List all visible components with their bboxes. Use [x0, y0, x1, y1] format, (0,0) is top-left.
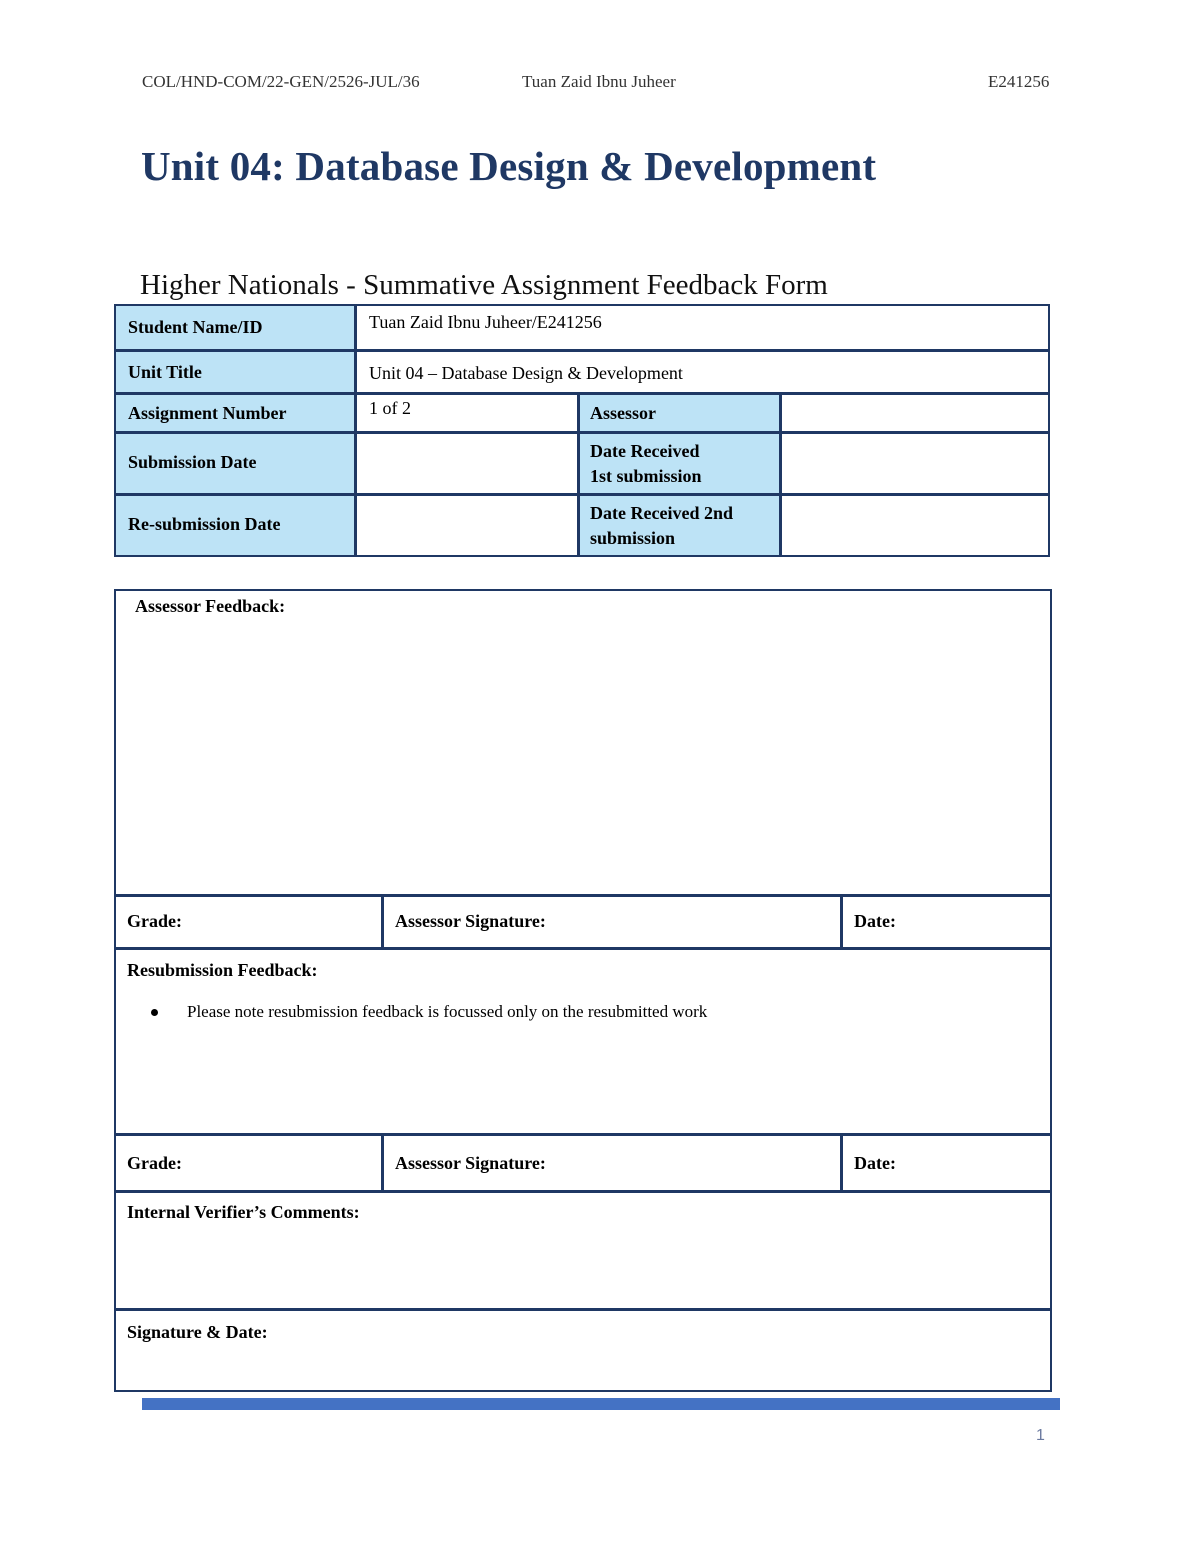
grade-cell[interactable]: [116, 897, 381, 947]
header-reference: COL/HND-COM/22-GEN/2526-JUL/36: [142, 72, 420, 91]
assignment-number-label: Assignment Number: [128, 403, 287, 423]
date-received-1-label-cell: [580, 434, 779, 493]
iv-comments-cell[interactable]: [116, 1193, 1050, 1308]
footer-bar: [142, 1398, 1060, 1410]
signature-date-label: Signature & Date:: [127, 1322, 268, 1342]
student-name-label: Student Name/ID: [128, 317, 263, 337]
submission-date-label-cell: [116, 434, 354, 493]
form-title: Higher Nationals - Summative Assignment Feedback Form: [140, 269, 828, 301]
unit-title-value: Unit 04 – Database Design & Development: [369, 363, 683, 383]
header-student-name: Tuan Zaid Ibnu Juheer: [522, 72, 676, 91]
unit-title-value-cell[interactable]: [357, 352, 1048, 392]
resubmission-feedback-label: Resubmission Feedback:: [127, 960, 318, 980]
assessor-signature-label-2: Assessor Signature:: [395, 1153, 546, 1173]
assessor-signature-cell-2[interactable]: [384, 1136, 840, 1190]
assessor-label: Assessor: [590, 403, 656, 423]
date-received-1-label-line2: 1st submission: [590, 466, 702, 486]
assessor-label-cell: [580, 395, 779, 431]
date-cell-2[interactable]: [843, 1136, 1050, 1190]
date-label: Date:: [854, 911, 896, 931]
assignment-number-value: 1 of 2: [369, 398, 411, 418]
submission-date-value-cell[interactable]: [357, 434, 577, 493]
assignment-number-value-cell[interactable]: [357, 395, 577, 431]
grade-label: Grade:: [127, 911, 182, 931]
bullet-icon: [151, 1009, 158, 1016]
date-received-2-label-line1: Date Received 2nd: [590, 503, 733, 523]
header-student-id: E241256: [988, 72, 1050, 91]
details-table: [114, 304, 1050, 557]
assessor-signature-cell[interactable]: [384, 897, 840, 947]
date-received-1-label-line1: Date Received: [590, 441, 700, 461]
date-label-2: Date:: [854, 1153, 896, 1173]
grade-cell-2[interactable]: [116, 1136, 381, 1190]
assessor-feedback-cell[interactable]: [116, 591, 1050, 894]
assessor-feedback-label: Assessor Feedback:: [135, 596, 286, 616]
unit-title-label-cell: [116, 352, 354, 392]
date-received-1-value-cell[interactable]: [782, 434, 1048, 493]
date-received-2-label-line2: submission: [590, 528, 676, 548]
date-received-2-label-cell: [580, 496, 779, 555]
page-title: Unit 04: Database Design & Development: [141, 143, 877, 189]
date-received-2-value-cell[interactable]: [782, 496, 1048, 555]
student-name-value-cell[interactable]: [357, 306, 1048, 349]
assignment-number-label-cell: [116, 395, 354, 431]
resubmission-date-label-cell: [116, 496, 354, 555]
date-cell[interactable]: [843, 897, 1050, 947]
page-number: 1: [1036, 1427, 1045, 1444]
submission-date-label: Submission Date: [128, 452, 257, 472]
unit-title-label: Unit Title: [128, 362, 202, 382]
resubmission-feedback-cell[interactable]: [116, 950, 1050, 1133]
student-name-value: Tuan Zaid Ibnu Juheer/E241256: [369, 312, 602, 332]
resubmission-date-label: Re-submission Date: [128, 514, 281, 534]
assessor-signature-label: Assessor Signature:: [395, 911, 546, 931]
student-name-label-cell: [116, 306, 354, 349]
assessor-value-cell[interactable]: [782, 395, 1048, 431]
signature-date-cell[interactable]: [116, 1311, 1050, 1390]
feedback-table: [114, 589, 1052, 1392]
grade-label-2: Grade:: [127, 1153, 182, 1173]
resubmission-note-text: Please note resubmission feedback is focussed only on the resubmitted work: [187, 1002, 708, 1021]
iv-comments-label: Internal Verifier’s Comments:: [127, 1202, 360, 1222]
resubmission-date-value-cell[interactable]: [357, 496, 577, 555]
